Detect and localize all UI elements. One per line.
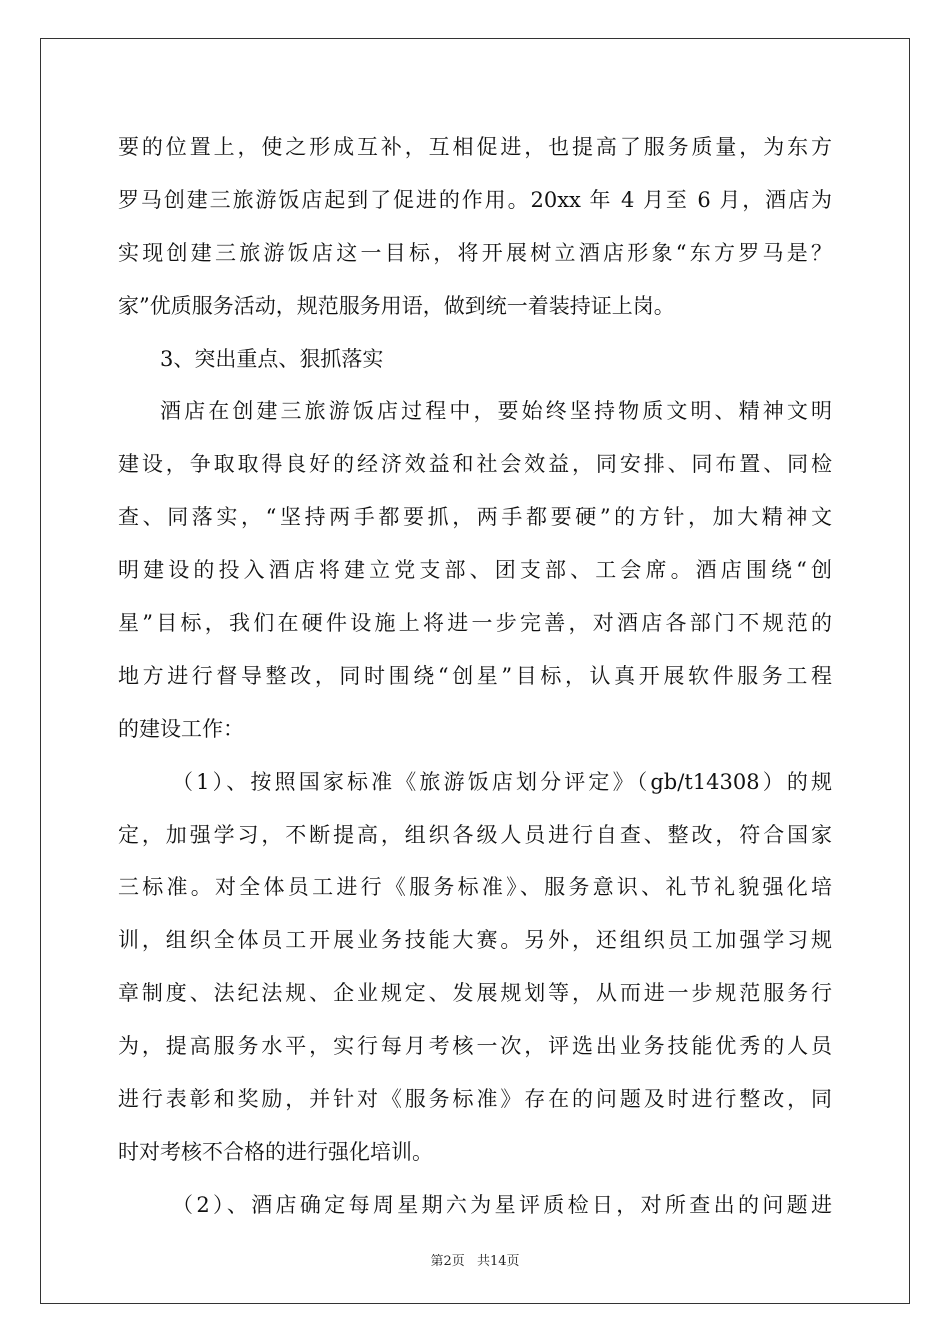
text-line: 明建设的投入酒店将建立党支部、团支部、工会席。酒店围绕“创: [118, 558, 832, 583]
text-line: （2）、酒店确定每周星期六为星评质检日，对所查出的问题进: [172, 1192, 832, 1217]
text-line: 地方进行督导整改，同时围绕“创星”目标，认真开展软件服务工程: [118, 663, 832, 688]
text-line: 定，加强学习，不断提高，组织各级人员进行自查、整改，符合国家: [118, 822, 832, 847]
text-line: 星”目标，我们在硬件设施上将进一步完善，对酒店各部门不规范的: [118, 611, 832, 636]
page-footer: [0, 1250, 950, 1269]
text-line: 罗马创建三旅游饭店起到了促进的作用。20xx 年 4 月至 6 月，酒店为: [118, 187, 832, 212]
text-line: 实现创建三旅游饭店这一目标，将开展树立酒店形象“东方罗马是？: [118, 240, 832, 265]
text-line: 建设，争取取得良好的经济效益和社会效益，同安排、同布置、同检: [118, 452, 832, 477]
text-line: 家”优质服务活动，规范服务用语，做到统一着装持证上岗。: [118, 293, 675, 318]
text-line: 时对考核不合格的进行强化培训。: [118, 1139, 433, 1164]
text-line: 的建设工作：: [118, 716, 244, 741]
text-line: （1）、按照国家标准《旅游饭店划分评定》（gb/t14308）的规: [172, 769, 832, 794]
page-number: 第2页: [430, 1254, 465, 1269]
document-body: [118, 121, 832, 1232]
text-line: 为，提高服务水平，实行每月考核一次，评选出业务技能优秀的人员: [118, 1034, 832, 1059]
text-line: 进行表彰和奖励，并针对《服务标准》存在的问题及时进行整改，同: [118, 1087, 832, 1112]
text-line: 章制度、法纪法规、企业规定、发展规划等，从而进一步规范服务行: [118, 981, 832, 1006]
text-line: 3、突出重点、狠抓落实: [160, 346, 384, 371]
text-line: 酒店在创建三旅游饭店过程中，要始终坚持物质文明、精神文明: [160, 399, 832, 424]
text-line: 训，组织全体员工开展业务技能大赛。另外，还组织员工加强学习规: [118, 928, 832, 953]
page-total: 共14页: [476, 1254, 520, 1269]
text-line: 查、同落实，“坚持两手都要抓，两手都要硬”的方针，加大精神文: [118, 505, 832, 530]
text-line: 要的位置上，使之形成互补，互相促进，也提高了服务质量，为东方: [118, 135, 832, 159]
text-line: 三标准。对全体员工进行《服务标准》、服务意识、礼节礼貌强化培: [118, 875, 832, 900]
